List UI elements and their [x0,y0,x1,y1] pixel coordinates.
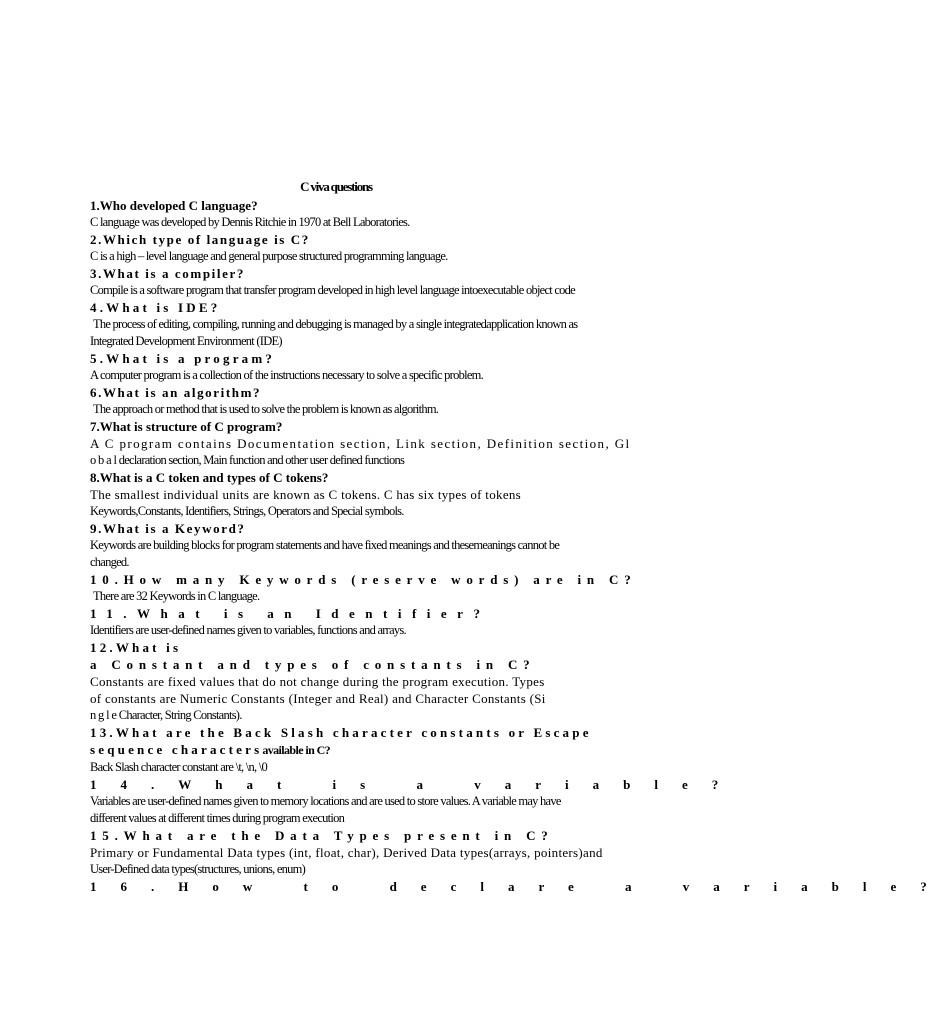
answer-10: There are 32 Keywords in C language. [93,589,260,603]
answer-2: C is a high – level language and general purpose structured programming language. [90,249,448,263]
answer-12-rest: Character, String Constants). [118,708,242,722]
question-2: 2.Which type of language is C? [90,232,310,247]
answer-12-line-2: of constants are Numeric Constants (Integer and Real) and Character Constants (Si [90,691,546,706]
answer-7-line-2 [90,452,690,469]
question-11: 11.What is an Identifier? [90,606,491,621]
question-15: 15.What are the Data Types present in C? [90,828,554,843]
question-10: 10.How many Keywords (reserve words) are in C? [90,572,637,587]
document-title: C viva questions [300,179,372,194]
answer-4-line-1: The process of editing, compiling, running and debugging is managed by a single integratedapplication known as [93,317,578,331]
answer-6: The approach or method that is used to solve the problem is known as algorithm. [93,402,439,416]
question-5: 5.What is a program? [90,351,276,366]
question-12-line-2: a Constant and types of constants in C? [90,657,536,672]
answer-12-line-1: Constants are fixed values that do not change during the program execution. Types [90,674,545,689]
answer-12-line-3 [90,707,690,724]
question-16: 16.How to declare a variable? [90,879,951,894]
answer-7-line-1: A C program contains Documentation section, Link section, Definition section, Gl [90,436,631,451]
answer-14-line-1: Variables are user-defined names given to memory locations and are used to store values. A variable may have [90,794,561,808]
answer-12-fragment: ngle [90,708,119,722]
answer-4-line-2: Integrated Development Environment (IDE) [90,334,282,348]
answer-1: C language was developed by Dennis Ritchie in 1970 at Bell Laboratories. [90,215,410,229]
question-12-line-1: 12.What is [90,640,182,655]
question-8: 8.What is a C token and types of C tokens? [90,470,329,485]
answer-9-line-1: Keywords are building blocks for program statements and have fixed meanings and thesemeanings cannot be [90,538,560,552]
answer-14-line-2: different values at different times during program execution [90,811,345,825]
question-1: 1.Who developed C language? [90,198,258,213]
answer-7-fragment: obal [90,453,119,467]
question-3: 3.What is a compiler? [90,266,245,281]
question-13-main: sequence characters [90,742,263,757]
answer-3: Compile is a software program that transfer program developed in high level language intoexecutable object code [90,283,575,297]
question-4: 4.What is IDE? [90,300,221,315]
answer-15-line-2: User-Defined data types(structures, unions, enum) [90,862,306,876]
answer-5: A computer program is a collection of the instructions necessary to solve a specific problem. [90,368,483,382]
question-13-line-1: 13.What are the Back Slash character constants or Escape [90,725,592,740]
answer-9-line-2: changed. [90,555,129,569]
answer-8-line-2: Keywords,Constants, Identifiers, Strings, Operators and Special symbols. [90,504,404,518]
document-body [90,197,951,895]
question-6: 6.What is an algorithm? [90,385,262,400]
answer-15-line-1: Primary or Fundamental Data types (int, float, char), Derived Data types(arrays, pointers)and [90,845,603,860]
answer-8-line-1: The smallest individual units are known as C tokens. C has six types of tokens [90,487,522,502]
question-14: 14.What is a variable? [90,777,743,792]
answer-13: Back Slash character constant are \t, \n, \0 [90,760,267,774]
question-13-line-2 [90,741,690,759]
question-7: 7.What is structure of C program? [90,419,283,434]
answer-11: Identifiers are user-defined names given to variables, functions and arrays. [90,623,406,637]
question-13-tail: available in C? [262,743,331,757]
answer-7-rest: declaration section, Main function and other user defined functions [118,453,405,467]
question-9: 9.What is a Keyword? [90,521,246,536]
